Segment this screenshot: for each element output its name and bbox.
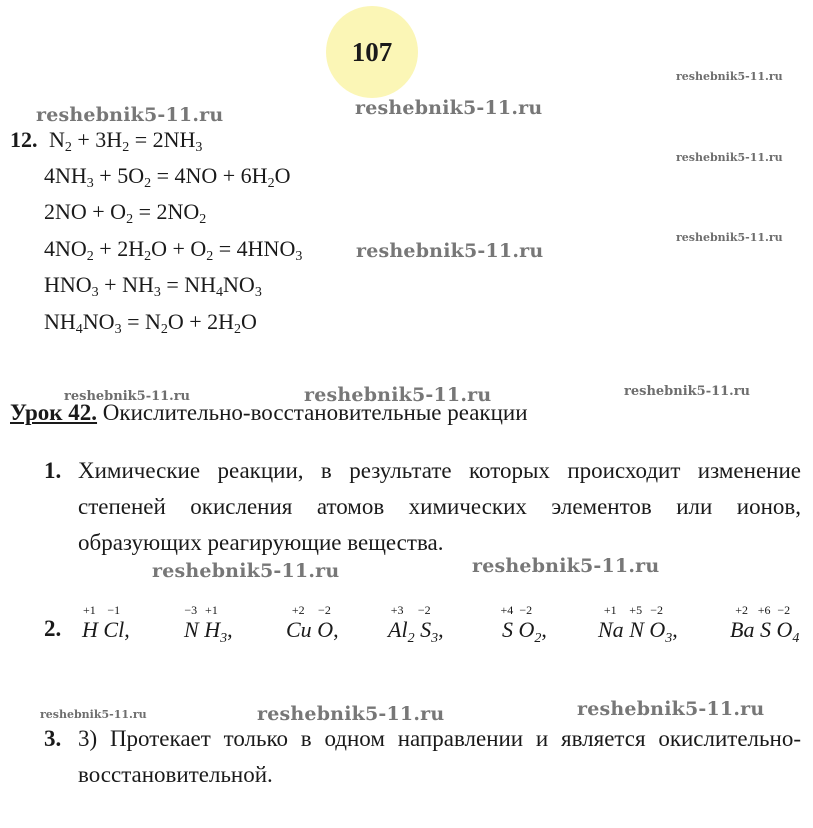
equation-5: $HNO_3 + NH_3 = NH_4NO_3$: [44, 272, 262, 300]
oxidation-state: +4: [500, 603, 514, 617]
item-number: 1.: [44, 458, 62, 483]
watermark: reshebnik5-11.ru: [624, 384, 751, 399]
oxidation-state: +1: [82, 603, 96, 617]
watermark: reshebnik5-11.ru: [676, 151, 783, 164]
formula-5: S $O_2$,: [502, 617, 547, 646]
oxidation-state: −1: [107, 603, 121, 617]
watermark: reshebnik5-11.ru: [152, 560, 340, 582]
oxidation-state: −2: [777, 603, 791, 617]
watermark: reshebnik5-11.ru: [676, 231, 783, 244]
equation-6: $NH_4NO_3 = N_2O + 2H_2O$: [44, 309, 257, 337]
watermark: reshebnik5-11.ru: [577, 698, 765, 720]
page-number: 107: [351, 37, 393, 67]
equation-1: $N_2 + 3H_2 = 2NH_3$: [49, 127, 203, 155]
formula-7: Ba S $O_4$: [730, 617, 800, 646]
oxidation-state: +5: [629, 603, 643, 617]
oxidation-state: +1: [205, 603, 218, 617]
watermark: reshebnik5-11.ru: [257, 703, 445, 725]
equation-2: $4NH_3 + 5O_2 = 4NO + 6H_2O$: [44, 163, 291, 191]
oxidation-state: −2: [650, 603, 664, 617]
formula-2: N $H_3$,: [184, 617, 233, 646]
oxidation-state: +1: [603, 603, 617, 617]
task-number: 12.: [10, 127, 38, 152]
watermark: reshebnik5-11.ru: [40, 708, 147, 721]
oxidation-state: −2: [318, 603, 331, 617]
lesson-title: Окислительно-восстановительные реакции: [97, 400, 528, 425]
oxidation-state: +3: [390, 603, 404, 617]
oxidation-state: −2: [519, 603, 533, 617]
item-text: Химические реакции, в результате которых происходит изменение степеней окисления атомов химических элементов или ионов, образующих реагирующие вещества.: [78, 458, 801, 555]
oxidation-state: +2: [735, 603, 748, 617]
formula-4: $Al_2$ $S_3$,: [388, 617, 444, 646]
watermark: reshebnik5-11.ru: [676, 70, 783, 83]
equation-3: $2NO + O_2 = 2NO_2$: [44, 199, 207, 227]
formula-3: Cu O,: [286, 617, 339, 642]
item-text: 3) Протекает только в одном направлении и является окислительно-восстановительной.: [78, 726, 801, 787]
formula-6: Na N $O_3$,: [598, 617, 678, 646]
equation-4: $4NO_2 + 2H_2O + O_2 = 4HNO_3$: [44, 236, 303, 264]
watermark: reshebnik5-11.ru: [36, 104, 224, 126]
item-number: 2.: [44, 616, 62, 641]
watermark: reshebnik5-11.ru: [304, 384, 492, 406]
watermark: reshebnik5-11.ru: [355, 97, 543, 119]
formula-1: H Cl,: [82, 617, 130, 642]
oxidation-state: −3: [184, 603, 198, 617]
oxidation-state: +2: [291, 603, 305, 617]
watermark: reshebnik5-11.ru: [64, 389, 191, 404]
item-number: 3.: [44, 726, 62, 751]
oxidation-state: −2: [417, 603, 431, 617]
watermark: reshebnik5-11.ru: [472, 555, 660, 577]
lesson-heading: [10, 400, 528, 426]
oxidation-state: +6: [757, 603, 771, 617]
lesson-label: Урок 42.: [10, 400, 98, 425]
watermark: reshebnik5-11.ru: [356, 240, 544, 262]
